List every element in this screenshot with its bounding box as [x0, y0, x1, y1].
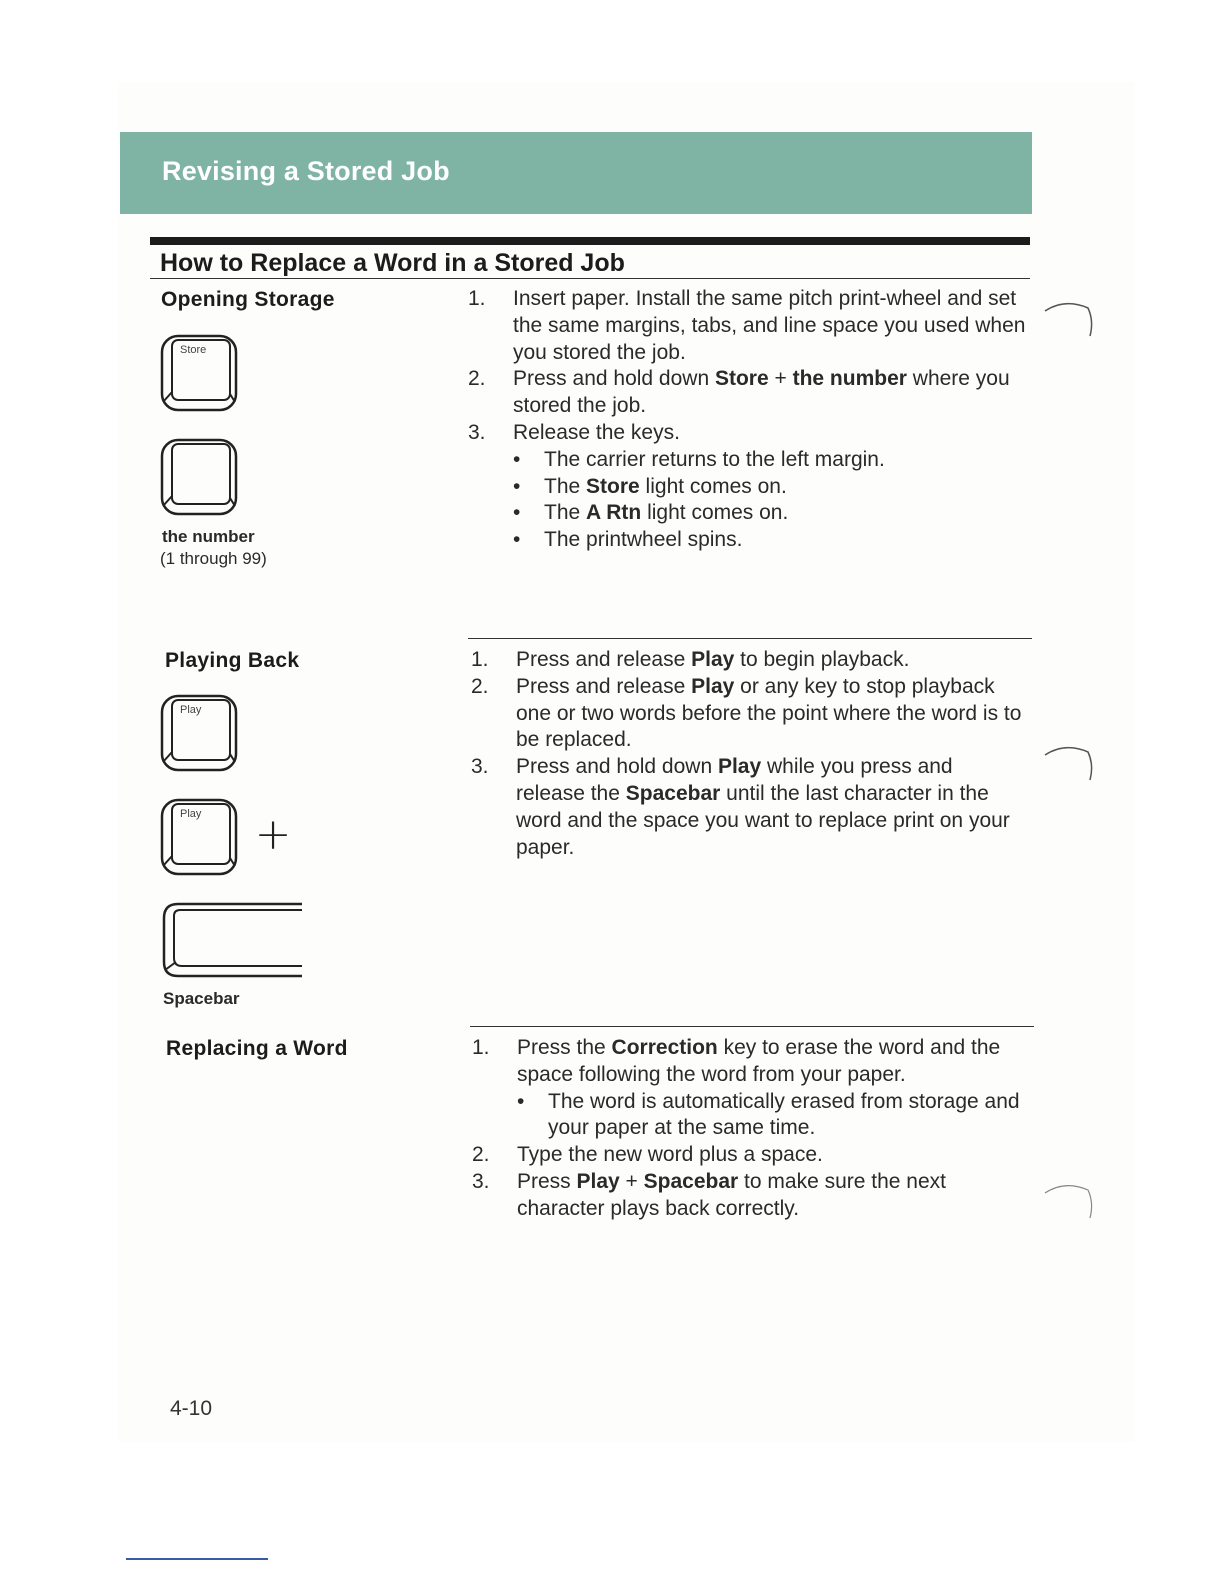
section-title-playing-back: Playing Back: [165, 649, 300, 672]
section-divider: [470, 1026, 1034, 1027]
header-banner: [120, 132, 1032, 214]
banner-title: Revising a Stored Job: [162, 156, 450, 186]
step-item: 1. Press the Correction key to erase the word and the space following the word from your paper. • The word is automatically erased from storage and your paper at the same time.: [472, 1035, 1028, 1142]
page-heading: How to Replace a Word in a Stored Job: [160, 249, 625, 277]
step-item: 1. Press and release Play to begin playback.: [471, 648, 910, 671]
heading-thick-rule: [150, 237, 1030, 245]
store-key-icon: [158, 332, 242, 414]
binder-hole-icon: [1040, 1178, 1100, 1228]
number-key-caption: the number: [162, 527, 255, 546]
bullet-item: • The word is automatically erased from storage and your paper at the same time.: [517, 1089, 1028, 1143]
step-item: 2. Press and hold down Store + the number where you stored the job.: [468, 367, 1010, 418]
step-item: 2. Press and release Play or any key to stop playback one or two words before the point where the word is to be replaced.: [471, 674, 1022, 752]
spacebar-key-icon: [158, 900, 308, 980]
bullet-item: • The carrier returns to the left margin.: [513, 447, 1028, 474]
step-item: 2. Type the new word plus a space.: [472, 1143, 823, 1167]
play-key-icon: [158, 796, 242, 878]
heading-thin-rule: [150, 278, 1030, 279]
bullet-item: • The printwheel spins.: [513, 527, 1028, 554]
replacing-a-word-steps: [472, 1035, 1028, 1223]
binder-hole-icon: [1040, 740, 1100, 790]
page-number: 4-10: [170, 1397, 213, 1420]
playing-back-steps: [471, 647, 1027, 861]
bullet-item: • The A Rtn light comes on.: [513, 500, 1028, 527]
section-title-opening-storage: Opening Storage: [161, 288, 335, 311]
play-key-label: Play: [180, 808, 202, 820]
play-key-label: Play: [180, 704, 202, 716]
play-key-icon: [158, 692, 242, 774]
step-item: 1. Insert paper. Install the same pitch print-wheel and set the same margins, tabs, and line space you used when you stored the job.: [468, 287, 1026, 364]
binder-hole-icon: [1040, 296, 1100, 346]
svg-text:+: +: [254, 812, 292, 858]
number-key-range: (1 through 99): [160, 549, 267, 568]
section-divider: [468, 638, 1032, 639]
step-item: 3. Press and hold down Play while you press and release the Spacebar until the last character in the word and the space you want to replace print on your paper.: [471, 755, 1010, 859]
opening-storage-steps: [468, 286, 1028, 554]
number-key-icon: [158, 436, 242, 518]
bottom-edge-line: [126, 1558, 268, 1560]
spacebar-caption: Spacebar: [163, 989, 240, 1008]
plus-sign: [250, 812, 296, 858]
step-item: 3. Release the keys. • The carrier returns to the left margin. • The Store light comes on. • The A Rtn light comes on. • The printwheel spins.: [468, 420, 1028, 554]
step-item: 3. Press Play + Spacebar to make sure the next character plays back correctly.: [472, 1169, 946, 1220]
section-title-replacing-a-word: Replacing a Word: [166, 1037, 348, 1060]
store-key-label: Store: [180, 344, 207, 356]
bullet-item: • The Store light comes on.: [513, 474, 1028, 501]
